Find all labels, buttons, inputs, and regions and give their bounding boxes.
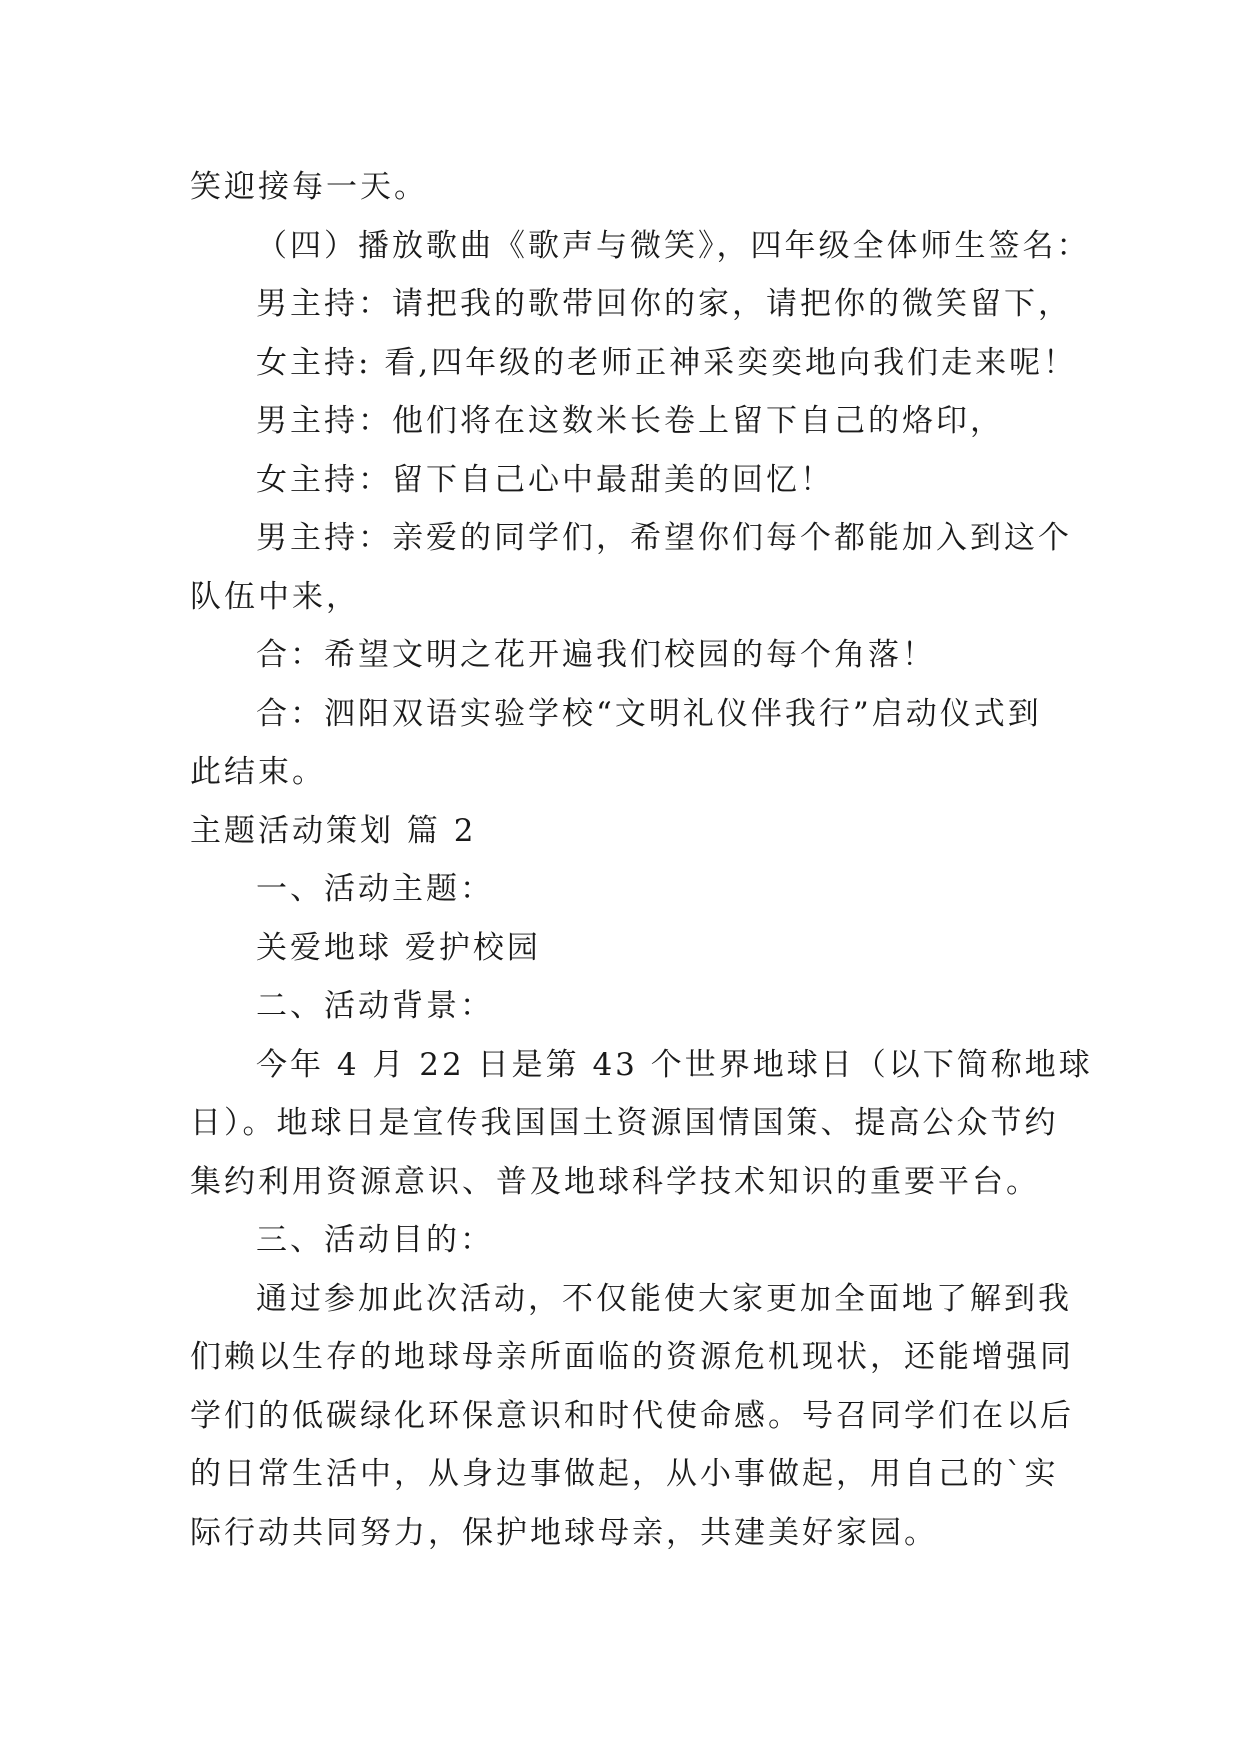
text-line: （四）播放歌曲《歌声与微笑》，四年级全体师生签名： bbox=[256, 227, 1091, 264]
text-line: 此结束。 bbox=[190, 754, 326, 790]
text-line: 二、活动背景： bbox=[256, 988, 494, 1024]
text-line: 合：泗阳双语实验学校“文明礼仪伴我行”启动仪式到 bbox=[256, 695, 1042, 732]
text-line: 际行动共同努力，保护地球母亲，共建美好家园。 bbox=[190, 1514, 938, 1551]
text-line: 女主持：留下自己心中最甜美的回忆！ bbox=[256, 461, 834, 498]
section-heading: 主题活动策划 篇 2 bbox=[190, 812, 477, 849]
text-line: 男主持：亲爱的同学们，希望你们每个都能加入到这个 bbox=[256, 520, 1072, 556]
text-line: 日）。地球日是宣传我国国土资源国情国策、提高公众节约 bbox=[190, 1105, 1059, 1141]
text-line: 一、活动主题： bbox=[256, 871, 494, 907]
text-line: 学们的低碳绿化环保意识和时代使命感。号召同学们在以后 bbox=[190, 1397, 1074, 1434]
text-line: 通过参加此次活动，不仅能使大家更加全面地了解到我 bbox=[256, 1280, 1072, 1317]
text-line: 队伍中来， bbox=[190, 578, 360, 615]
text-line: 关爱地球 爱护校园 bbox=[256, 929, 541, 966]
text-line: 今年 4 月 22 日是第 43 个世界地球日（以下简称地球 bbox=[256, 1046, 1093, 1083]
text-line: 集约利用资源意识、普及地球科学技术知识的重要平台。 bbox=[190, 1163, 1040, 1200]
text-line: 男主持：请把我的歌带回你的家，请把你的微笑留下， bbox=[256, 286, 1072, 322]
text-line: 合：希望文明之花开遍我们校园的每个角落！ bbox=[256, 637, 936, 673]
text-line: 男主持：他们将在这数米长卷上留下自己的烙印， bbox=[256, 403, 1004, 439]
text-line: 三、活动目的： bbox=[256, 1222, 494, 1258]
text-line: 的日常生活中，从身边事做起，从小事做起，用自己的`实 bbox=[190, 1456, 1059, 1492]
text-line: 笑迎接每一天。 bbox=[190, 169, 428, 205]
document-body bbox=[190, 158, 1093, 1562]
text-line: 女主持: 看,四年级的老师正神采奕奕地向我们走来呢！ bbox=[256, 344, 1078, 381]
text-line: 们赖以生存的地球母亲所面临的资源危机现状，还能增强同 bbox=[190, 1339, 1074, 1375]
